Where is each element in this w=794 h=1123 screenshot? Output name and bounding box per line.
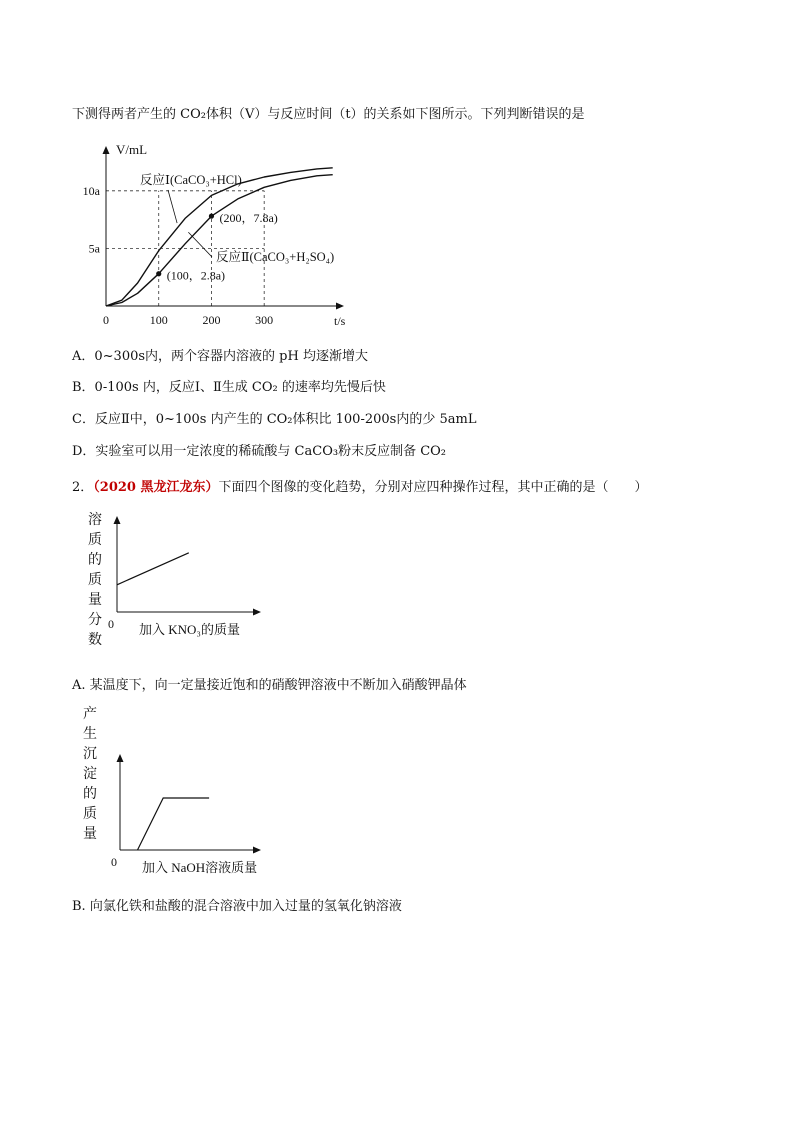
x-tick-label: 300 [255, 313, 274, 327]
kno3-mass-fraction-chart [105, 512, 265, 642]
x-axis-arrow [253, 609, 261, 616]
x-axis-title: 加入 NaOH溶液质量 [142, 860, 258, 875]
annotation-point [156, 271, 161, 276]
chart-b-ylabel [82, 704, 98, 844]
y-axis-title-char: 的 [88, 552, 102, 568]
y-axis-title-char: 量 [83, 826, 97, 842]
chart-a-ylabel [87, 510, 103, 650]
q1-option-c: C．反应Ⅱ中，0~100s 内产生的 CO₂体积比 100-200s内的少 5amL [72, 412, 477, 427]
y-axis-title-char: 质 [88, 572, 102, 588]
y-axis-title-char: 质 [88, 532, 102, 548]
series-1-leader [168, 190, 177, 223]
option-a-text: A. 某温度下，向一定量接近饱和的硝酸钾溶液中不断加入硝酸钾晶体 [72, 678, 467, 693]
y-tick-label: 5a [88, 241, 100, 256]
y-axis-title-char: 溶 [88, 512, 102, 528]
x-tick-label: 0 [103, 313, 109, 327]
y-tick-label: 10a [82, 183, 100, 198]
y-axis-title-char: 产 [83, 706, 97, 722]
y-axis-title-char: 质 [83, 806, 97, 822]
annotation-label: (100，2.8a) [166, 268, 226, 283]
series-line [117, 553, 189, 585]
x-tick-label: 100 [149, 313, 168, 327]
y-axis-title-char: 淀 [83, 766, 97, 782]
series-2-leader [188, 232, 212, 257]
series-label-2: 反应Ⅱ(CaCO₃+H₂SO₄) [216, 250, 335, 264]
x-axis-title: 加入 KNO₃的质量 [139, 622, 240, 637]
q2-stem-line [72, 476, 648, 495]
y-axis-title-char: 生 [83, 726, 97, 742]
x-axis-arrow [336, 303, 344, 310]
q1-option-a: A．0~300s内，两个容器内溶液的 pH 均逐渐增大 [72, 349, 368, 364]
y-axis-arrow [114, 516, 121, 524]
y-axis-title-char: 沉 [83, 746, 97, 762]
x-tick-label: 200 [202, 313, 221, 327]
annotation-point [209, 214, 214, 219]
series-line [138, 798, 210, 850]
y-axis-title-char: 的 [83, 786, 97, 802]
co2-volume-time-chart [60, 140, 380, 340]
y-axis-title-char: 量 [88, 592, 102, 608]
y-axis-arrow [103, 146, 110, 154]
annotation-label: (200，7.8a) [219, 211, 278, 226]
q2-number: 2． [72, 480, 94, 495]
x-axis-title: t/s [334, 314, 346, 328]
q2-source: （2020 黑龙江龙东） [93, 480, 219, 495]
x-axis-arrow [253, 847, 261, 854]
y-axis-arrow [117, 754, 124, 762]
origin-label: 0 [111, 855, 117, 869]
precipitate-mass-chart [100, 750, 270, 885]
y-axis-title-char: 数 [88, 632, 102, 648]
q2-stem: 下面四个图像的变化趋势，分别对应四种操作过程，其中正确的是（ ） [218, 480, 648, 495]
q1-option-b: B．0-100s 内，反应Ⅰ、Ⅱ生成 CO₂ 的速率均先慢后快 [72, 380, 386, 395]
option-b-text: B. 向氯化铁和盐酸的混合溶液中加入过量的氢氧化钠溶液 [72, 899, 402, 914]
y-axis-title-char: 分 [88, 612, 102, 628]
y-axis-title: V/mL [116, 142, 148, 157]
q1-option-d: D．实验室可以用一定浓度的稀硫酸与 CaCO₃粉末反应制备 CO₂ [72, 444, 447, 459]
series-label-1: 反应Ⅰ(CaCO₃+HCl) [140, 173, 242, 187]
intro-text: 下测得两者产生的 CO₂体积（V）与反应时间（t）的关系如下图所示。下列判断错误的是 [72, 107, 585, 122]
series-line-2 [106, 175, 333, 306]
series-line-1 [106, 168, 333, 306]
origin-label: 0 [108, 617, 114, 631]
